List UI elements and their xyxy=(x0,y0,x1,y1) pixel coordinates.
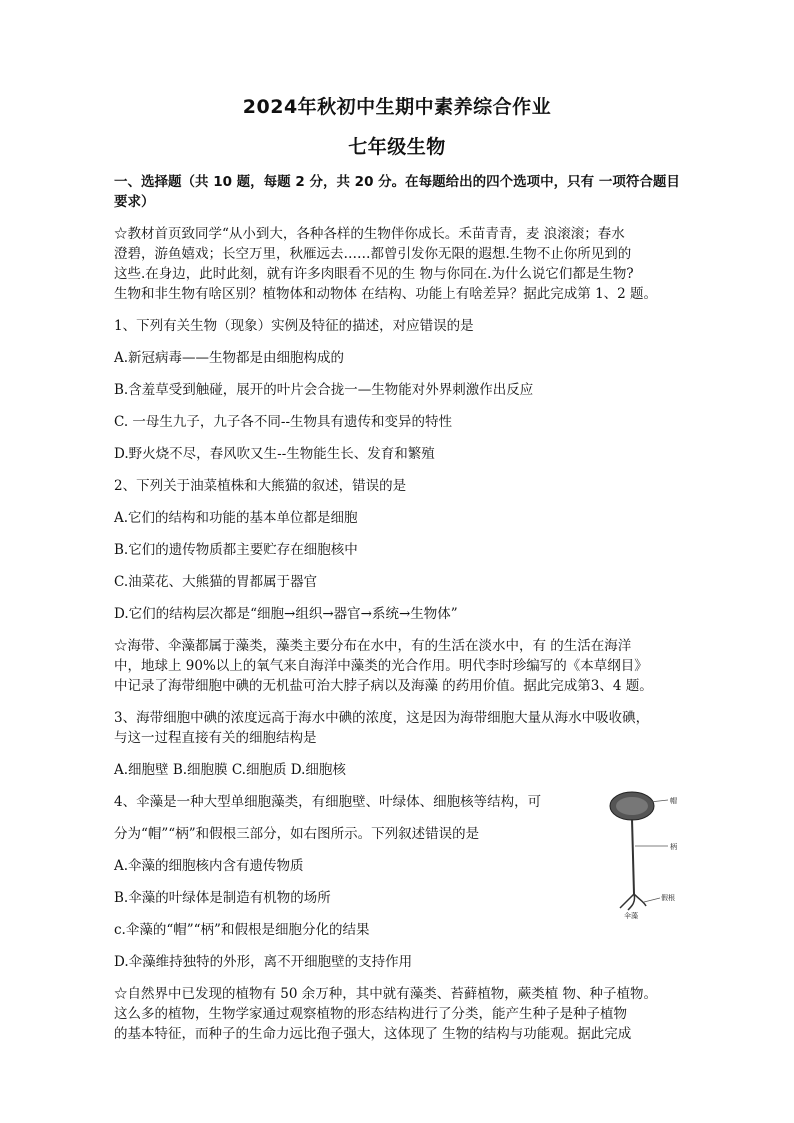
question-stem: 分为“帽”“柄”和假根三部分，如右图所示。下列叙述错误的是 xyxy=(114,826,480,842)
figure-caption: 伞藻 xyxy=(624,912,638,920)
intro-paragraph-line: ☆自然界中已发现的植物有 50 余万种，其中就有藻类、苔藓植物，蕨类植 物、种子植物。 xyxy=(114,986,658,1002)
intro-paragraph-line: 生物和非生物有啥区别？植物体和动物体 在结构、功能上有啥差异？据此完成第 1、2 题。 xyxy=(114,286,658,302)
answer-option: A.它们的结构和功能的基本单位都是细胞 xyxy=(114,510,358,526)
section-heading: 一、选择题（共 10 题，每题 2 分，共 20 分。在每题给出的四个选项中，只有 一项符合题目要求） xyxy=(114,174,680,210)
answer-option: C.油菜花、大熊猫的胃都属于器官 xyxy=(114,574,318,590)
answer-option: B.它们的遗传物质都主要贮存在细胞核中 xyxy=(114,542,358,558)
answer-option: B.伞藻的叶绿体是制造有机物的场所 xyxy=(114,890,331,906)
stalk-label: 柄 xyxy=(670,843,677,851)
question-stem: 1、下列有关生物（现象）实例及特征的描述，对应错误的是 xyxy=(114,318,474,334)
answer-option: B.含羞草受到触碰，展开的叶片会合拢一—生物能对外界刺激作出反应 xyxy=(114,382,534,398)
acetabularia-figure xyxy=(598,790,686,920)
answer-option: D.它们的结构层次都是“细胞→组织→器官→系统→生物体” xyxy=(114,606,458,622)
question-stem: 与这一过程直接有关的细胞结构是 xyxy=(114,730,317,746)
intro-paragraph-line: 中记录了海带细胞中碘的无机盐可治大脖子病以及海藻 的药用价值。据此完成第3、4 题。 xyxy=(114,678,653,694)
answer-option: A.新冠病毒——生物都是由细胞构成的 xyxy=(114,350,345,366)
intro-paragraph-line: 这么多的植物，生物学家通过观察植物的形态结构进行了分类，能产生种子是种子植物 xyxy=(114,1006,627,1022)
answer-option: D.伞藻维持独特的外形，离不开细胞壁的支持作用 xyxy=(114,954,413,970)
answer-option: D.野火烧不尽，春风吹又生--生物能生长、发育和繁殖 xyxy=(114,446,435,462)
intro-paragraph-line: 的基本特征，而种子的生命力远比孢子强大，这体现了 生物的结构与功能观。据此完成 xyxy=(114,1026,632,1042)
answer-option: c.伞藻的“帽”“柄”和假根是细胞分化的结果 xyxy=(114,922,370,938)
stalk-shape xyxy=(632,819,634,894)
page-subtitle: 七年级生物 xyxy=(348,136,446,158)
intro-paragraph-line: 澄碧，游鱼嬉戏；长空万里，秋雁远去……都曾引发你无限的遐想.生物不止你所见到的 xyxy=(114,246,632,262)
page-title: 2024年秋初中生期中素养综合作业 xyxy=(242,96,552,118)
intro-paragraph-line: 中，地球上 90%以上的氧气来自海洋中藻类的光合作用。明代李时珍编写的《本草纲目》 xyxy=(114,658,648,674)
question-stem: 3、海带细胞中碘的浓度远高于海水中碘的浓度，这是因为海带细胞大量从海水中吸收碘， xyxy=(114,710,650,726)
question-stem: 2、下列关于油菜植株和大熊猫的叙述，错误的是 xyxy=(114,478,407,494)
answer-option: C. 一母生九子，九子各不同--生物具有遗传和变异的特性 xyxy=(114,414,453,430)
intro-paragraph-line: ☆海带、伞藻都属于藻类，藻类主要分布在水中，有的生活在淡水中，有 的生活在海洋 xyxy=(114,638,632,654)
answer-options: A.细胞壁 B.细胞膜 C.细胞质 D.细胞核 xyxy=(114,762,346,778)
cap-label: 帽 xyxy=(670,797,677,805)
rhizoid-shape xyxy=(620,894,646,910)
answer-option: A.伞藻的细胞核内含有遗传物质 xyxy=(114,858,304,874)
intro-paragraph-line: 这些.在身边，此时此刻，就有许多肉眼看不见的生 物与你同在.为什么说它们都是生物? xyxy=(114,266,634,282)
rhizoid-label: 假根 xyxy=(661,894,675,902)
intro-paragraph-line: ☆教材首页致同学“从小到大，各种各样的生物伴你成长。禾苗青青，麦 浪滚滚；春水 xyxy=(114,226,625,242)
question-stem: 4、伞藻是一种大型单细胞藻类，有细胞壁、叶绿体、细胞核等结构，可 xyxy=(114,794,542,810)
